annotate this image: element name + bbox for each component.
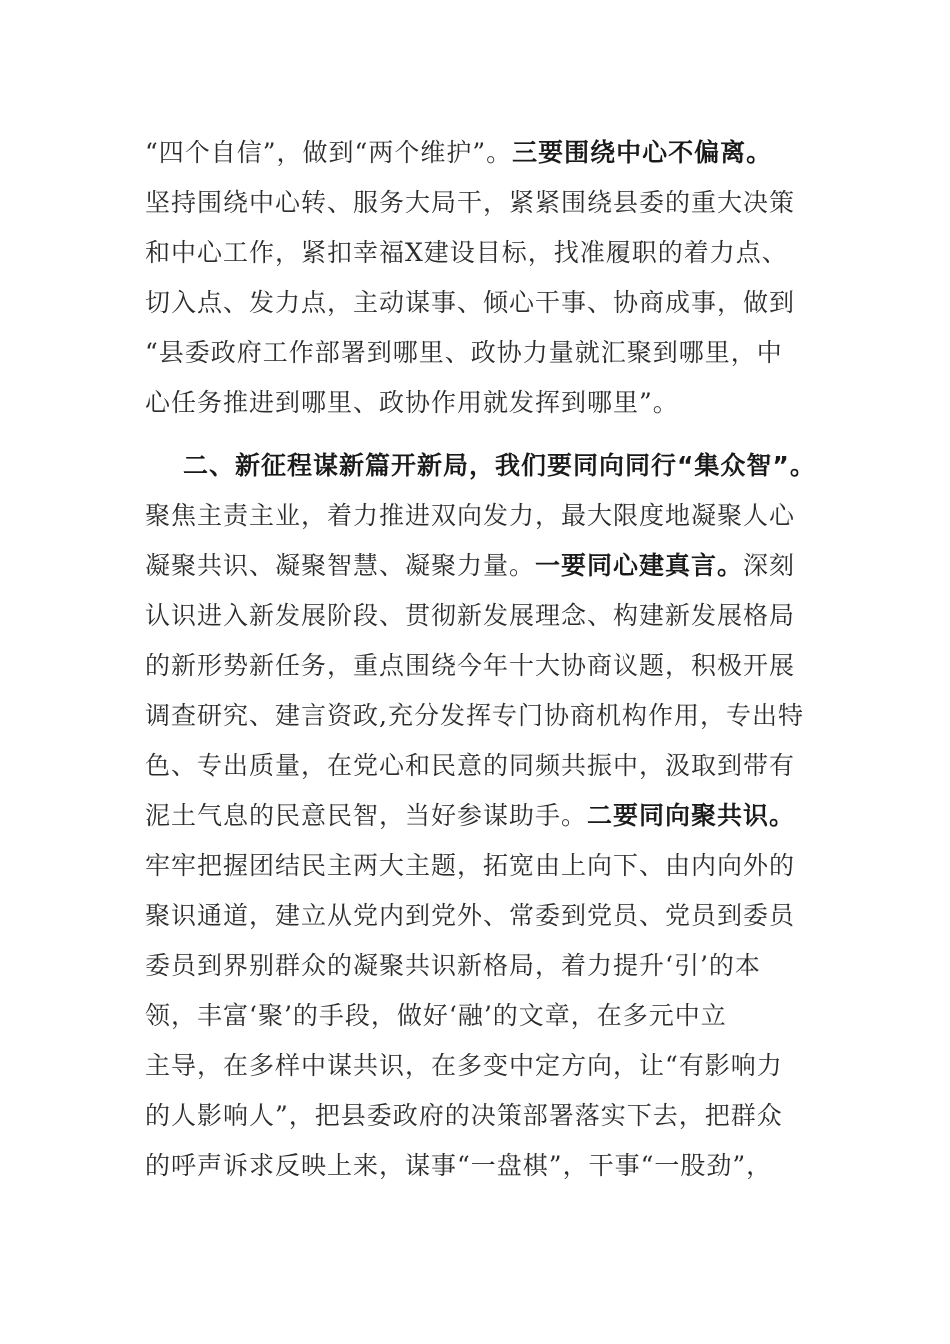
text-line: [145, 591, 825, 641]
text-run: 聚焦主责主业，着力推进双向发力，最大限度地凝聚人心: [145, 501, 796, 530]
text-line: [145, 1141, 825, 1191]
text-run: 主导，在多样中谋共识，在多变中定方向，让“有影响力: [145, 1051, 783, 1080]
bold-phrase: 二要同向聚共识。: [587, 801, 796, 830]
text-line: [145, 178, 825, 228]
text-line: [145, 1091, 825, 1141]
text-run: 的人影响人”，把县委政府的决策部署落实下去，把群众: [145, 1101, 783, 1130]
text-run: 认识进入新发展阶段、贯彻新发展理念、构建新发展格局: [145, 601, 796, 630]
text-line: [145, 328, 825, 378]
text-run: 心任务推进到哪里、政协作用就发挥到哪里”。: [145, 388, 679, 417]
text-line: [145, 378, 825, 428]
text-run: 聚识通道，建立从党内到党外、常委到党员、党员到委员: [145, 901, 796, 930]
text-run: 泥土气息的民意民智，当好参谋助手。: [145, 801, 588, 830]
bold-phrase: 二、新征程谋新篇开新局，我们要同向同行“集众智”。: [183, 451, 816, 480]
text-run: “四个自信”，做到“两个维护”。: [145, 138, 513, 167]
text-line: [145, 941, 825, 991]
text-line: [145, 641, 825, 691]
text-line: [145, 741, 825, 791]
text-run: 和中心工作，紧扣幸福X建设目标，找准履职的着力点、: [145, 238, 788, 267]
bold-phrase: 一要同心建真言。: [535, 551, 744, 580]
text-line: [145, 691, 825, 741]
text-run: 的呼声诉求反映上来，谋事“一盘棋”，干事“一股劲”，: [145, 1151, 773, 1180]
text-line: [145, 841, 825, 891]
text-line: [145, 1041, 825, 1091]
text-line: [145, 791, 825, 841]
text-run: 调查研究、建言资政,充分发挥专门协商机构作用，专出特: [145, 701, 804, 730]
text-line: [145, 128, 825, 178]
text-line: [145, 891, 825, 941]
text-run: 深刻: [743, 551, 796, 580]
text-line: [145, 991, 825, 1041]
text-line: [145, 228, 825, 278]
text-run: 切入点、发力点，主动谋事、倾心干事、协商成事，做到: [145, 288, 796, 317]
text-line: [145, 278, 825, 328]
text-run: 色、专出质量，在党心和民意的同频共振中，汲取到带有: [145, 751, 796, 780]
text-run: 委员到界别群众的凝聚共识新格局，着力提升‘引’的本: [145, 951, 761, 980]
text-run: 领，丰富‘聚’的手段，做好‘融’的文章，在多元中立: [145, 1001, 727, 1030]
text-run: 牢牢把握团结民主两大主题，拓宽由上向下、由内向外的: [145, 851, 796, 880]
text-run: 凝聚共识、凝聚智慧、凝聚力量。: [145, 551, 536, 580]
text-run: “县委政府工作部署到哪里、政协力量就汇聚到哪里，中: [145, 338, 783, 367]
text-run: 坚持围绕中心转、服务大局干，紧紧围绕县委的重大决策: [145, 188, 796, 217]
text-line: [145, 541, 825, 591]
section-heading: [145, 441, 825, 491]
document-body: [145, 128, 825, 1191]
text-line: [145, 491, 825, 541]
text-run: 的新形势新任务，重点围绕今年十大协商议题，积极开展: [145, 651, 796, 680]
bold-phrase: 三要围绕中心不偏离。: [512, 138, 773, 167]
